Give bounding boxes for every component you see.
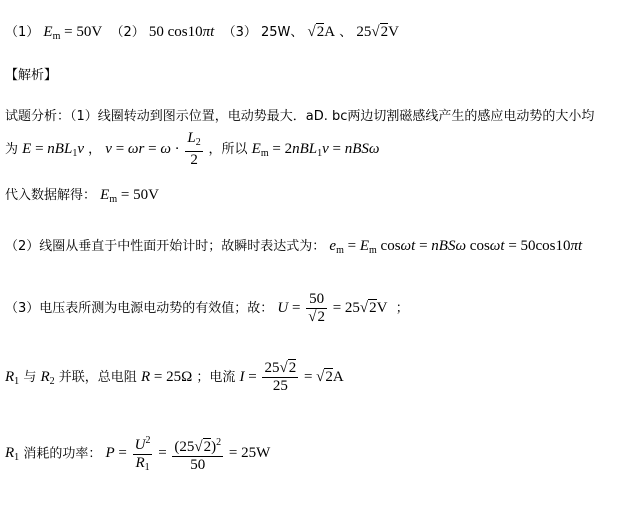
answer-3-current: √2A	[307, 24, 336, 40]
analysis-heading: 【解析】	[5, 68, 58, 83]
answer-3-voltage: 25√2V	[356, 24, 399, 40]
r1-symbol: $R_1$	[5, 445, 20, 464]
instantaneous-emf-formula: $e_m = E_m$ cosωt = nBSω cosωt = 50cos10πt	[329, 238, 583, 256]
answer-3-label: （3）	[222, 25, 257, 40]
text: ，所以	[208, 141, 248, 157]
text: 与	[23, 369, 37, 385]
answer-3-power: 25W	[260, 25, 291, 40]
separator: 、	[290, 25, 304, 40]
voltage-formula: U = $\frac{50}{√2}$ = 25√2V	[277, 291, 388, 325]
emax-formula: $E_m = 2nBL_1v = nBS\omega$	[251, 140, 380, 159]
text: （2）线圈从垂直于中性面开始计时；故瞬时表达式为：	[5, 239, 326, 254]
fraction: $\frac{L_2}{2}$	[187, 130, 201, 168]
text: （3）电压表所测为电源电动势的有效值；故：	[5, 300, 274, 316]
separator: 、	[339, 25, 353, 40]
analysis-paragraph-5	[5, 360, 344, 395]
analysis-paragraph-3	[5, 236, 582, 261]
fraction: $\frac{25√2}{25}$	[264, 360, 297, 394]
velocity-formula: v = ωr = ω · $\frac{L_2}{2}$	[105, 130, 201, 168]
text: ；	[395, 300, 409, 316]
answer-1-formula: $E_m = 50V$	[43, 24, 103, 42]
text: ，	[88, 141, 102, 157]
answers-line	[5, 22, 399, 47]
text: ；电流	[196, 369, 236, 385]
current-formula: I = $\frac{25√2}{25}$ = √2A	[239, 360, 344, 394]
resistance-formula: R = 25Ω	[140, 368, 193, 385]
fraction: $\frac{U^2}{R_1}$	[133, 432, 153, 476]
answer-2-formula: 50 cos10πt	[148, 24, 215, 40]
analysis-paragraph-1-line-1: 试题分析：（1）线圈转动到图示位置，电动势最大．aD. bc两边切割磁感线产生的感应电动势的大小均	[5, 109, 595, 124]
text: 为	[5, 141, 19, 157]
r2-symbol: $R_2$	[40, 368, 55, 387]
analysis-paragraph-1-line-2	[5, 130, 380, 169]
power-formula: P = $\frac{U^2}{R_1}$ = $\frac{(25√2)^2}{50}$ = 25W	[105, 445, 270, 461]
text: 并联，总电阻	[58, 369, 137, 385]
r1-symbol: $R_1$	[5, 368, 20, 387]
fraction: $\frac{(25√2)^2}{50}$	[172, 434, 223, 474]
answer-1-label: （1）	[5, 25, 40, 40]
emf-formula: E = nBL$_1$v	[22, 140, 84, 159]
text: 消耗的功率：	[23, 446, 102, 462]
fraction: $\frac{50}{√2}$	[308, 291, 325, 325]
analysis-paragraph-4	[5, 291, 409, 326]
answer-2-label: （2）	[110, 25, 145, 40]
emax-value: $E_m = 50V$	[100, 187, 159, 205]
text: 代入数据解得：	[5, 188, 97, 203]
analysis-paragraph-2	[5, 185, 159, 210]
analysis-paragraph-6	[5, 432, 270, 476]
